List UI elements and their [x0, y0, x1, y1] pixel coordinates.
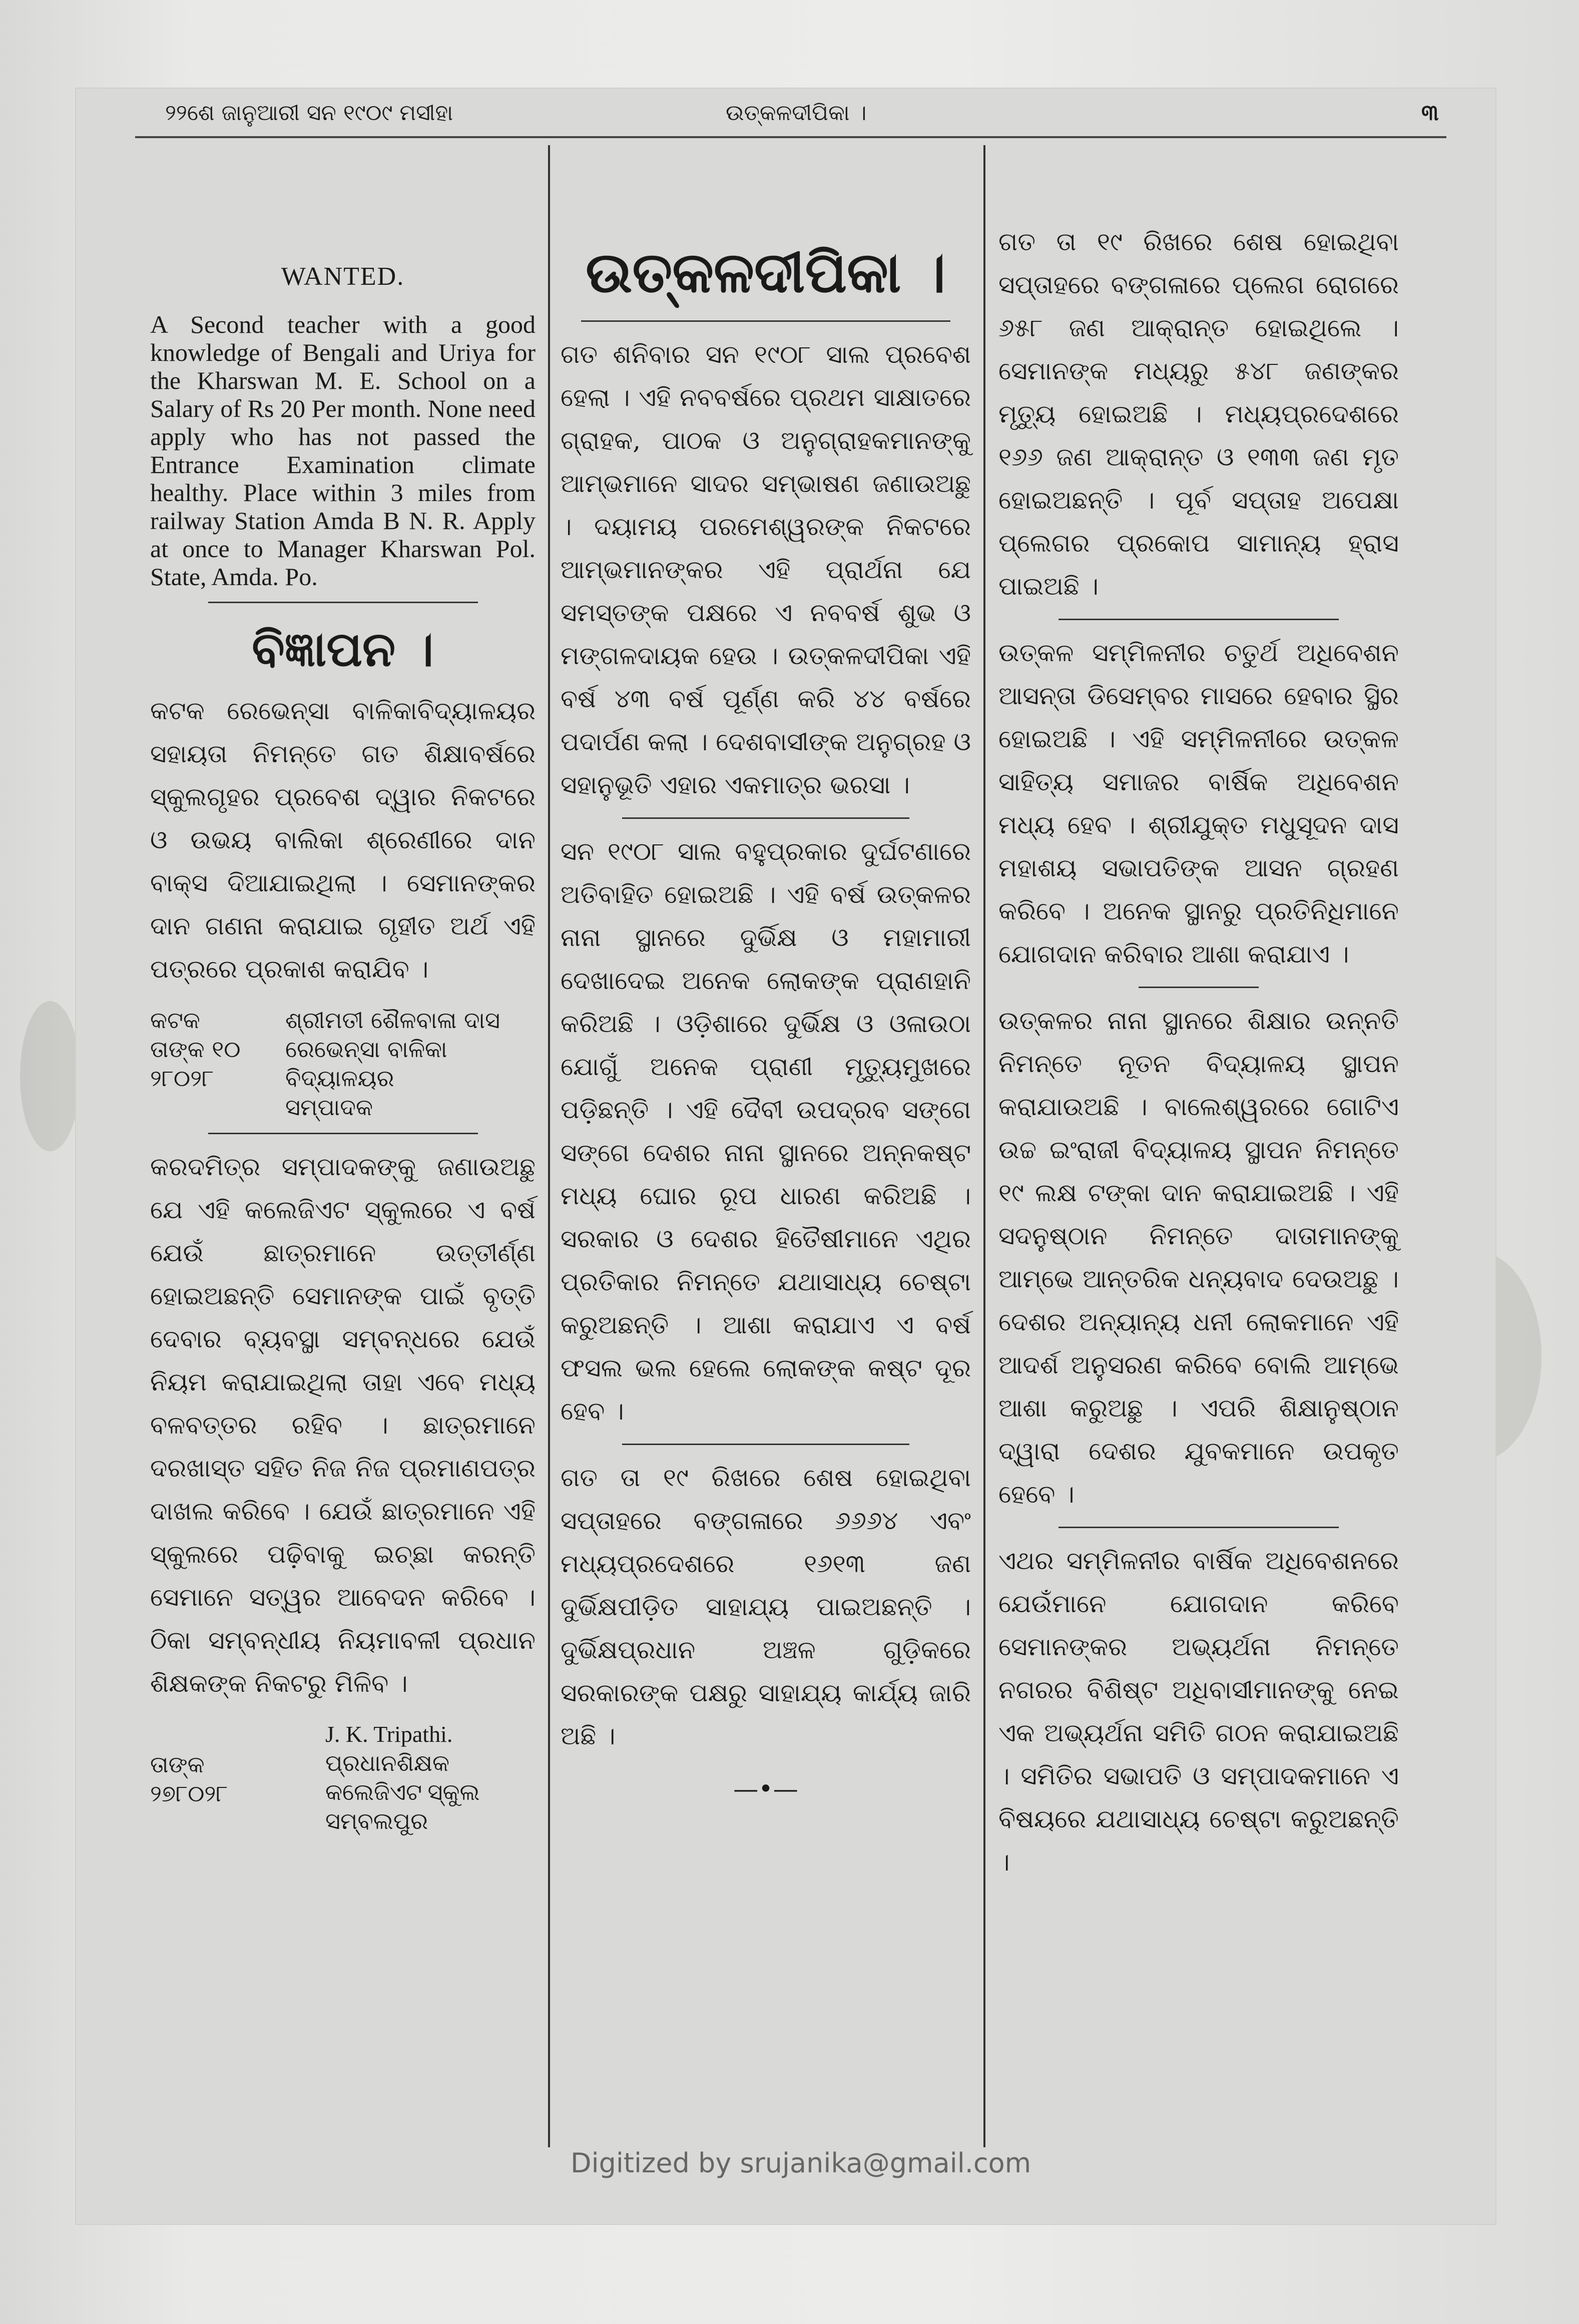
separator — [622, 817, 909, 819]
separator — [1059, 619, 1339, 620]
column-divider — [983, 145, 985, 2147]
news-paragraph: ଉତ୍କଳ ସମ୍ମିଳନୀର ଚତୁର୍ଥ ଅଧିବେଶନ ଆସନ୍ତା ଡିସେମ୍ବର ମାସରେ ହେବାର ସ୍ଥିର ହୋଇଅଛି । ଏହି ସମ୍ମିଳନୀରେ ଉତ୍କଳ ସାହିତ୍ୟ ସମାଜର ବାର୍ଷିକ ଅଧିବେଶନ ମଧ୍ୟ ହେବ । ଶ୍ରୀଯୁକ୍ତ ମଧୁସୂଦନ ଦାସ ମହାଶୟ ସଭାପତିଙ୍କ ଆସନ ଗ୍ରହଣ କରିବେ । ଅନେକ ସ୍ଥାନରୁ ପ୍ରତିନିଧିମାନେ ଯୋଗଦାନ କରିବାର ଆଶା କରାଯାଏ । — [998, 638, 1399, 969]
header-paper-name: ଉତ୍କଳଦୀପିକା । — [726, 100, 867, 126]
column-divider — [548, 145, 550, 2147]
signature-date: କଟକ ତାଙ୍କ ୧୦ ୨୮୦୨୮ — [150, 1007, 241, 1092]
editorial-paragraph: ଗତ ତା ୧୯ ରିଖରେ ଶେଷ ହୋଇଥିବା ସପ୍ତାହରେ ବଙ୍ଗଳାରେ ୬୬୬୪ ଏବଂ ମଧ୍ୟପ୍ରଦେଶରେ ୧୬୧୩ ଜଣ ଦୁର୍ଭିକ୍ଷପୀଡ଼ିତ ସାହାଯ୍ୟ ପାଇଅଛନ୍ତି । ଦୁର୍ଭିକ୍ଷପ୍ରଧାନ ଅଞ୍ଚଳ ଗୁଡ଼ିକରେ ସରକାରଙ୍କ ପକ୍ଷରୁ ସାହାଯ୍ୟ କାର୍ଯ୍ୟ ଜାରି ଅଛି । — [561, 1463, 971, 1750]
separator — [622, 1444, 909, 1445]
column-middle — [561, 235, 971, 1810]
header-rule — [135, 136, 1446, 138]
column-left — [150, 250, 536, 1836]
wanted-ad-body: A Second teacher with a good knowledge of Bengali and Uriya for the Kharswan M. E. School on a Salary of Rs 20 Per month. None need apply who has not passed the Entrance Examination climate healthy. Place within 3 miles from railway Station Amda B N. R. Apply at once to Manager Kharswan Pol. State, Amda. Po. — [150, 310, 536, 591]
notice-signature — [150, 1006, 536, 1122]
news-paragraph: ଗତ ତା ୧୯ ରିଖରେ ଶେଷ ହୋଇଥିବା ସପ୍ତାହରେ ବଙ୍ଗଳାରେ ପ୍ଲେଗ ରୋଗରେ ୬୫୮ ଜଣ ଆକ୍ରାନ୍ତ ହୋଇଥିଲେ । ସେମାନଙ୍କ ମଧ୍ୟରୁ ୫୪୮ ଜଣଙ୍କର ମୃତ୍ୟୁ ହୋଇଅଛି । ମଧ୍ୟପ୍ରଦେଶରେ ୧୬୬ ଜଣ ଆକ୍ରାନ୍ତ ଓ ୧୩୩ ଜଣ ମୃତ ହୋଇଅଛନ୍ତି । ପୂର୍ବ ସପ୍ତାହ ଅପେକ୍ଷା ପ୍ଲେଗର ପ୍ରକୋପ ସାମାନ୍ୟ ହ୍ରାସ ପାଇଅଛି । — [998, 227, 1399, 601]
paper-stain — [20, 1001, 80, 1151]
separator — [208, 602, 478, 603]
signature-date: ତାଙ୍କ ୨୭୮୦୨୮ — [150, 1751, 228, 1807]
separator — [208, 1133, 478, 1134]
wanted-title: WANTED. — [281, 262, 405, 291]
notice-signature — [150, 1720, 536, 1836]
header-page-number: ୩ — [1421, 100, 1439, 126]
notice-paragraph: କଟକ ରେଭେନ୍ସା ବାଳିକାବିଦ୍ୟାଳୟର ସହାୟତା ନିମନ୍ତେ ଗତ ଶିକ୍ଷାବର୍ଷରେ ସ୍କୁଲଗୃହର ପ୍ରବେଶ ଦ୍ୱାର ନିକଟରେ ଓ ଉଭୟ ବାଲିକା ଶ୍ରେଣୀରେ ଦାନ ବାକ୍ସ ଦିଆଯାଇଥିଲା । ସେମାନଙ୍କର ଦାନ ଗଣନା କରାଯାଇ ଗୃହୀତ ଅର୍ଥ ଏହି ପତ୍ରରେ ପ୍ରକାଶ କରାଯିବ । — [150, 696, 536, 984]
editorial-paragraph: ଗତ ଶନିବାର ସନ ୧୯୦୮ ସାଲ ପ୍ରବେଶ ହେଲା । ଏହି ନବବର୍ଷରେ ପ୍ରଥମ ସାକ୍ଷାତରେ ଗ୍ରାହକ, ପାଠକ ଓ ଅନୁଗ୍ରାହକମାନଙ୍କୁ ଆମ୍ଭମାନେ ସାଦର ସମ୍ଭାଷଣ ଜଣାଉଅଛୁ । ଦୟାମୟ ପରମେଶ୍ୱରଙ୍କ ନିକଟରେ ଆମ୍ଭମାନଙ୍କର ଏହି ପ୍ରାର୍ଥନା ଯେ ସମସ୍ତଙ୍କ ପକ୍ଷରେ ଏ ନବବର୍ଷ ଶୁଭ ଓ ମଙ୍ଗଳଦାୟକ ହେଉ । ଉତ୍କଳଦୀପିକା ଏହି ବର୍ଷ ୪୩ ବର୍ଷ ପୂର୍ଣ୍ଣ କରି ୪୪ ବର୍ଷରେ ପଦାର୍ପଣ କଲା । ଦେଶବାସୀଙ୍କ ଅନୁଗ୍ରହ ଓ ସହାନୁଭୂତି ଏହାର ଏକମାତ୍ର ଭରସା । — [561, 340, 971, 799]
editorial-paragraph: ସନ ୧୯୦୮ ସାଲ ବହୁପ୍ରକାର ଦୁର୍ଘଟଣାରେ ଅତିବାହିତ ହୋଇଅଛି । ଏହି ବର୍ଷ ଉତ୍କଳର ନାନା ସ୍ଥାନରେ ଦୁର୍ଭିକ୍ଷ ଓ ମହାମାରୀ ଦେଖାଦେଇ ଅନେକ ଲୋକଙ୍କ ପ୍ରାଣହାନି କରିଅଛି । ଓଡ଼ିଶାରେ ଦୁର୍ଭିକ୍ଷ ଓ ଓଳାଉଠା ଯୋଗୁଁ ଅନେକ ପ୍ରାଣୀ ମୃତ୍ୟୁମୁଖରେ ପଡ଼ିଛନ୍ତି । ଏହି ଦୈବୀ ଉପଦ୍ରବ ସଙ୍ଗେ ସଙ୍ଗେ ଦେଶର ନାନା ସ୍ଥାନରେ ଅନ୍ନକଷ୍ଟ ମଧ୍ୟ ଘୋର ରୂପ ଧାରଣ କରିଅଛି । ସରକାର ଓ ଦେଶର ହିତୈଷୀମାନେ ଏଥିର ପ୍ରତିକାର ନିମନ୍ତେ ଯଥାସାଧ୍ୟ ଚେଷ୍ଟା କରୁଅଛନ୍ତି । ଆଶା କରାଯାଏ ଏ ବର୍ଷ ଫସଲ ଭଲ ହେଲେ ଲୋକଙ୍କ କଷ୍ଟ ଦୂର ହେବ । — [561, 837, 971, 1426]
news-paragraph: ଏଥର ସମ୍ମିଳନୀର ବାର୍ଷିକ ଅଧିବେଶନରେ ଯେଉଁମାନେ ଯୋଗଦାନ କରିବେ ସେମାନଙ୍କର ଅଭ୍ୟର୍ଥନା ନିମନ୍ତେ ନଗରର ବିଶିଷ୍ଟ ଅଧିବାସୀମାନଙ୍କୁ ନେଇ ଏକ ଅଭ୍ୟର୍ଥନା ସମିତି ଗଠନ କରାଯାଇଅଛି । ସମିତିର ସଭାପତି ଓ ସମ୍ପାଦକମାନେ ଏ ବିଷୟରେ ଯଥାସାଧ୍ୟ ଚେଷ୍ଟା କରୁଅଛନ୍ତି । — [998, 1546, 1399, 1877]
separator — [1139, 987, 1259, 988]
signature-name: J. K. Tripathi. ପ୍ରଧାନଶିକ୍ଷକ କଲେଜିଏଟ ସ୍କୁଲ ସମ୍ବଲପୁର — [325, 1721, 480, 1834]
digitized-credit: Digitized by srujanika@gmail.com — [571, 2147, 1031, 2179]
page-header — [135, 95, 1446, 130]
separator — [581, 320, 950, 322]
column-right — [998, 220, 1399, 1884]
separator — [1059, 1527, 1339, 1528]
notice-paragraph: କରଦମିତ୍ର ସମ୍ପାଦକଙ୍କୁ ଜଣାଉଅଛୁ ଯେ ଏହି କଲେଜିଏଟ ସ୍କୁଲରେ ଏ ବର୍ଷ ଯେଉଁ ଛାତ୍ରମାନେ ଉତ୍ତୀର୍ଣ୍ଣ ହୋଇଅଛନ୍ତି ସେମାନଙ୍କ ପାଇଁ ବୃତ୍ତି ଦେବାର ବ୍ୟବସ୍ଥା ସମ୍ବନ୍ଧରେ ଯେଉଁ ନିୟମ କରାଯାଇଥିଲା ତାହା ଏବେ ମଧ୍ୟ ବଳବତ୍ତର ରହିବ । ଛାତ୍ରମାନେ ଦରଖାସ୍ତ ସହିତ ନିଜ ନିଜ ପ୍ରମାଣପତ୍ର ଦାଖଲ କରିବେ । ଯେଉଁ ଛାତ୍ରମାନେ ଏହି ସ୍କୁଲରେ ପଢ଼ିବାକୁ ଇଚ୍ଛା କରନ୍ତି ସେମାନେ ସତ୍ୱର ଆବେଦନ କରିବେ । ଠିକା ସମ୍ବନ୍ଧୀୟ ନିୟମାବଳୀ ପ୍ରଧାନ ଶିକ୍ଷକଙ୍କ ନିକଟରୁ ମିଳିବ । — [150, 1152, 536, 1698]
signature-name: ଶ୍ରୀମତୀ ଶୈଳବାଳା ଦାସ ରେଭେନ୍ସା ବାଳିକା ବିଦ୍ୟାଳୟର ସମ୍ପାଦକ — [285, 1007, 500, 1121]
news-paragraph: ଉତ୍କଳର ନାନା ସ୍ଥାନରେ ଶିକ୍ଷାର ଉନ୍ନତି ନିମନ୍ତେ ନୂତନ ବିଦ୍ୟାଳୟ ସ୍ଥାପନ କରାଯାଉଅଛି । ବାଲେଶ୍ୱରରେ ଗୋଟିଏ ଉଚ୍ଚ ଇଂରାଜୀ ବିଦ୍ୟାଳୟ ସ୍ଥାପନ ନିମନ୍ତେ ୧୯ ଲକ୍ଷ ଟଙ୍କା ଦାନ କରାଯାଇଅଛି । ଏହି ସଦନୁଷ୍ଠାନ ନିମନ୍ତେ ଦାତାମାନଙ୍କୁ ଆମ୍ଭେ ଆନ୍ତରିକ ଧନ୍ୟବାଦ ଦେଉଅଛୁ । ଦେଶର ଅନ୍ୟାନ୍ୟ ଧନୀ ଲୋକମାନେ ଏହି ଆଦର୍ଶ ଅନୁସରଣ କରିବେ ବୋଲି ଆମ୍ଭେ ଆଶା କରୁଅଛୁ । ଏପରି ଶିକ୍ଷାନୁଷ୍ଠାନ ଦ୍ୱାରା ଦେଶର ଯୁବକମାନେ ଉପକୃତ ହେବେ । — [998, 1006, 1399, 1509]
masthead-title: ଉତ୍କଳଦୀପିକା । — [586, 240, 946, 305]
vigyapana-title: ବିଜ୍ଞାପନ । — [252, 621, 434, 677]
header-date: ୨୨ଶେ ଜାନୁଆରୀ ସନ ୧୯୦୯ ମସୀହା — [165, 100, 453, 126]
end-mark: —•— — [733, 1774, 798, 1803]
